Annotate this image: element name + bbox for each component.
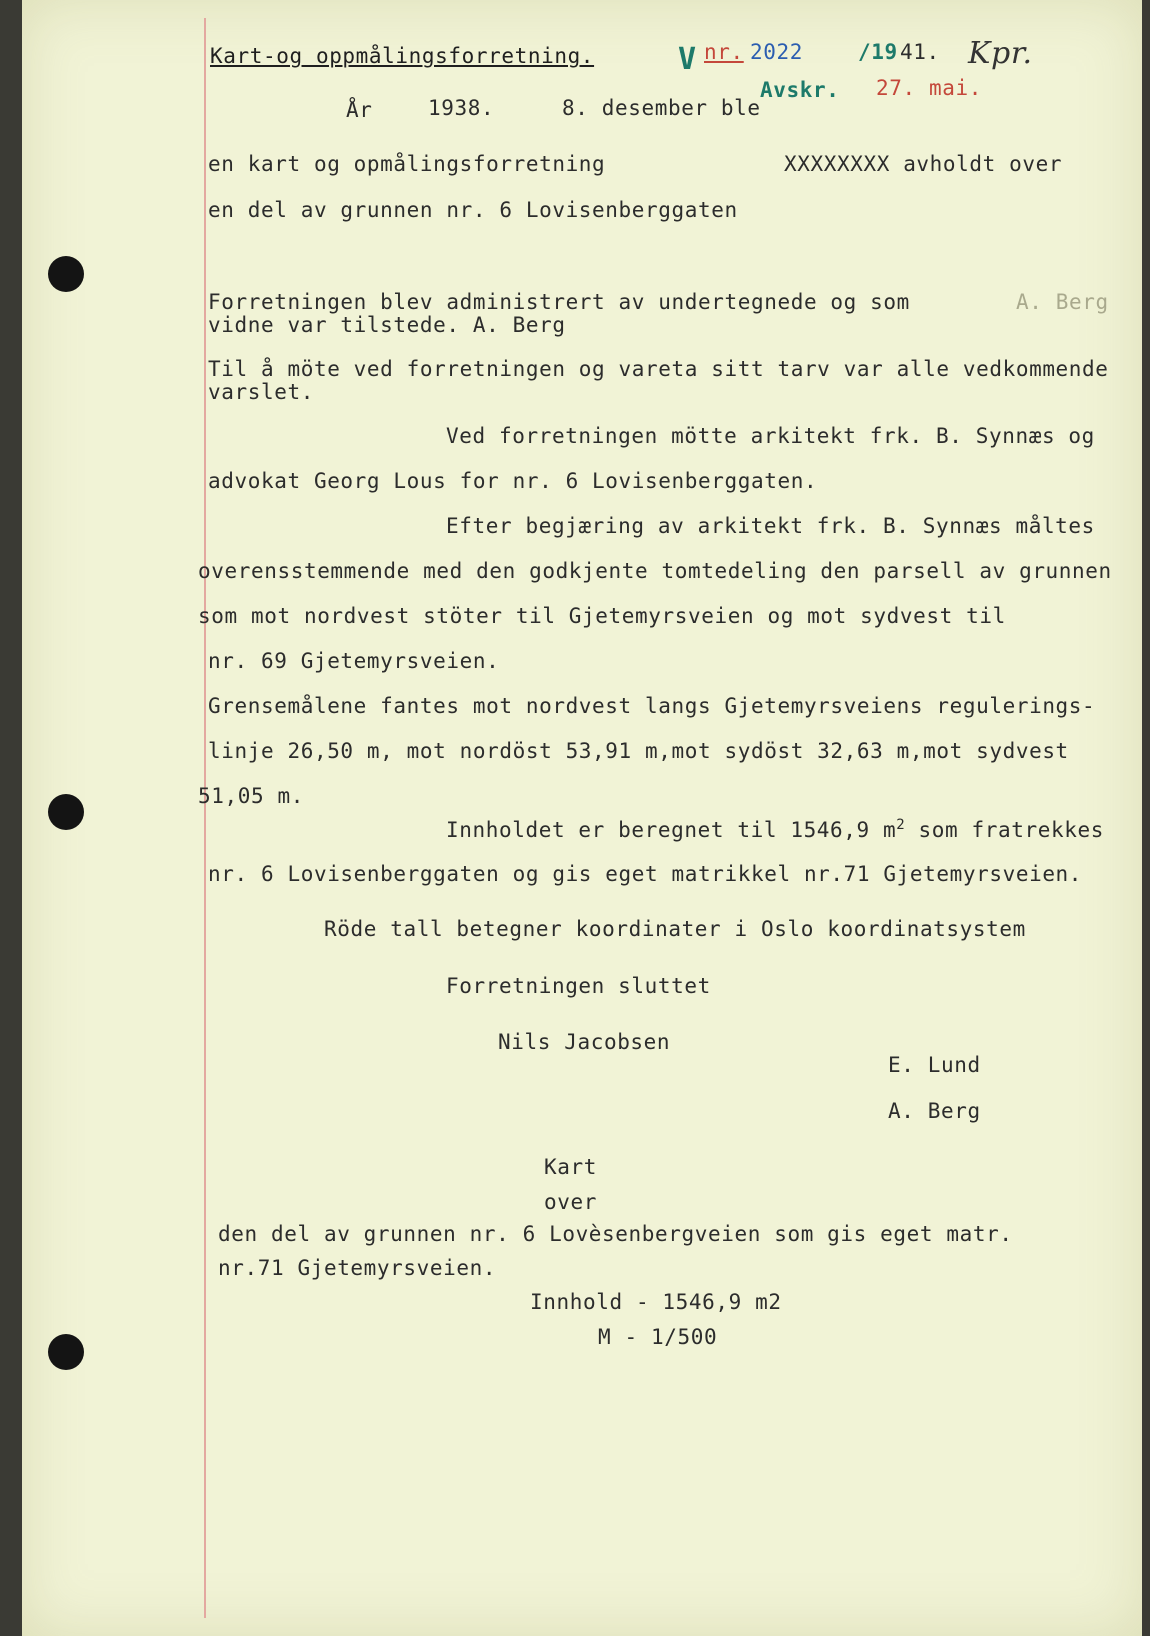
text-line: vidne var tilstede. A. Berg (208, 313, 566, 337)
text-line: Forretningen sluttet (446, 974, 711, 998)
punch-hole-bottom (48, 1334, 84, 1370)
document-header: Kart-og oppmålingsforretning. (210, 44, 595, 68)
year-value: 1938. (428, 96, 495, 120)
text-line: varslet. (208, 380, 314, 404)
text-line: nr. 69 Gjetemyrsveien. (208, 649, 500, 673)
stamp-slash-number: /19 (858, 40, 898, 64)
map-description: den del av grunnen nr. 6 Lovèsenbergveien som gis eget matr. (218, 1222, 1013, 1246)
area-text-cont: som fratrekkes (905, 818, 1104, 842)
signature-e-lund: E. Lund (888, 1053, 981, 1077)
year-label: År (346, 98, 373, 122)
text-line: en kart og opmålingsforretning (208, 152, 606, 176)
map-description: nr.71 Gjetemyrsveien. (218, 1256, 497, 1280)
map-scale: M - 1/500 (598, 1325, 718, 1349)
stamp-mark: V (678, 42, 697, 77)
text-line: Efter begjæring av arkitekt frk. B. Synnæs måltes (446, 514, 1095, 538)
text-line: Ved forretningen mötte arkitekt frk. B. Synnæs og (446, 424, 1095, 448)
text-line: nr. 6 Lovisenberggaten og gis eget matrikkel nr.71 Gjetemyrsveien. (208, 862, 1083, 886)
text-line-crossed: XXXXXXXX avholdt over (784, 152, 1063, 176)
area-text: Innholdet er beregnet til 1546,9 m (446, 818, 897, 842)
stamp-avskr-date: 27. mai. (876, 76, 982, 100)
stamp-year: 41. (900, 40, 940, 64)
text-line: Röde tall betegner koordinater i Oslo koordinatsystem (324, 917, 1026, 941)
margin-line (204, 18, 206, 1618)
text-line: Til å möte ved forretningen og vareta sitt tarv var alle vedkommende (208, 357, 1109, 381)
map-title: Kart (544, 1155, 597, 1179)
text-line: en del av grunnen nr. 6 Lovisenberggaten (208, 198, 738, 222)
text-line: linje 26,50 m, mot nordöst 53,91 m,mot sydöst 32,63 m,mot sydvest (208, 739, 1069, 763)
area-superscript: 2 (896, 817, 906, 833)
text-line: Forretningen blev administrert av undertegnede og som (208, 290, 910, 314)
stamp-handwritten: Kpr. (968, 36, 1033, 71)
map-area: Innhold - 1546,9 m2 (530, 1290, 782, 1314)
faint-text: A. Berg (1016, 290, 1109, 314)
text-line: overensstemmende med den godkjente tomtedeling den parsell av grunnen (198, 559, 1112, 583)
text-line-area (446, 817, 1104, 842)
document-page (22, 0, 1142, 1636)
signature-a-berg: A. Berg (888, 1099, 981, 1123)
signature-nils-jacobsen: Nils Jacobsen (498, 1030, 671, 1054)
date-text: 8. desember ble (562, 96, 761, 120)
text-line: Grensemålene fantes mot nordvest langs Gjetemyrsveiens regulerings- (208, 694, 1096, 718)
map-title-over: over (544, 1190, 597, 1214)
punch-hole-top (48, 256, 84, 292)
stamp-nr-label: nr. (704, 40, 744, 64)
punch-hole-middle (48, 794, 84, 830)
text-line: som mot nordvest stöter til Gjetemyrsveien og mot sydvest til (198, 604, 1006, 628)
text-line: 51,05 m. (198, 784, 304, 808)
stamp-avskr-label: Avskr. (760, 78, 840, 102)
text-line: advokat Georg Lous for nr. 6 Lovisenberggaten. (208, 469, 818, 493)
stamp-nr-value: 2022 (750, 40, 803, 64)
